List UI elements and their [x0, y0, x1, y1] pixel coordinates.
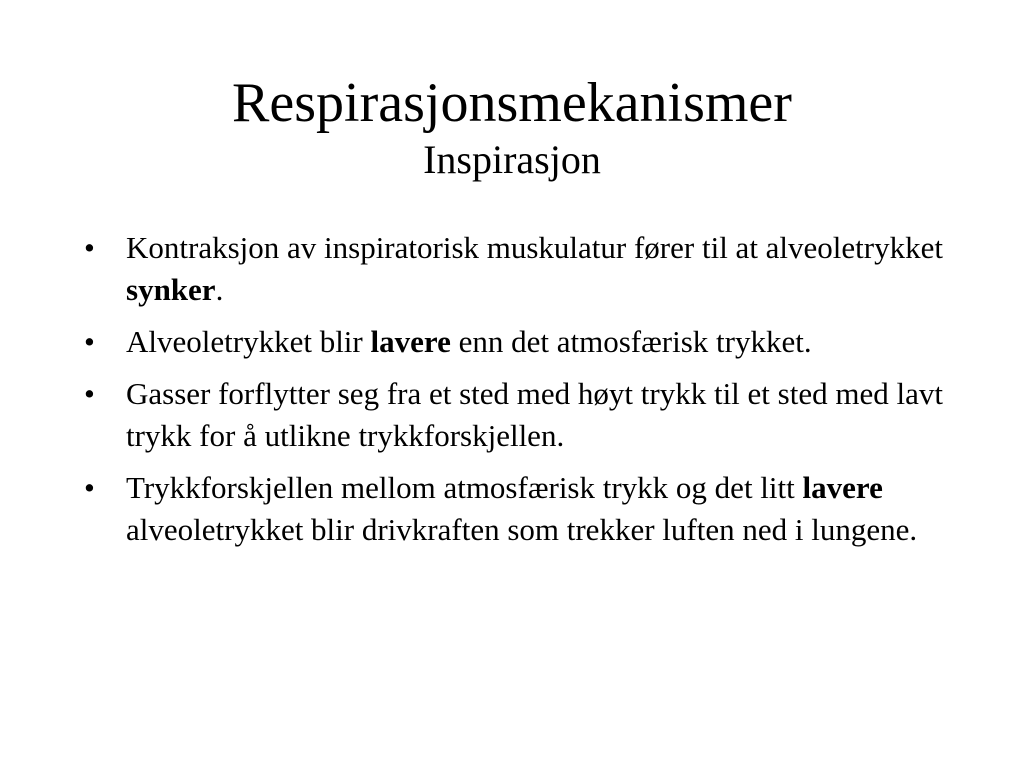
bullet-dot-icon: •	[84, 470, 95, 505]
bullet-text-part: alveoletrykket blir drivkraften som trekker luften ned i lungene.	[126, 512, 918, 547]
bullet-text	[126, 230, 943, 307]
bullet-text	[126, 376, 943, 453]
bullet-text	[126, 324, 812, 359]
bullet-text	[126, 470, 917, 547]
bullet-item	[84, 467, 954, 551]
bullet-dot-icon: •	[84, 376, 95, 411]
bullet-dot-icon: •	[84, 324, 95, 359]
bullet-bold-word: synker	[126, 272, 216, 307]
bullet-text-part: Kontraksjon av inspiratorisk muskulatur fører til at alveoletrykket	[126, 230, 943, 265]
bullet-bold-word: lavere	[370, 324, 451, 359]
bullet-list	[84, 227, 954, 561]
bullet-text-part: Gasser forflytter seg fra et sted med høyt trykk til et sted med lavt trykk for å utlikne trykkforskjellen.	[126, 376, 943, 453]
slide-subtitle: Inspirasjon	[423, 137, 601, 182]
bullet-text-part: Trykkforskjellen mellom atmosfærisk trykk og det litt	[126, 470, 803, 505]
bullet-item	[84, 227, 954, 311]
title-block	[0, 70, 1024, 184]
bullet-item	[84, 321, 954, 363]
bullet-text-part: .	[215, 272, 224, 307]
bullet-text-part: enn det atmosfærisk trykket.	[450, 324, 812, 359]
bullet-text-part: Alveoletrykket blir	[126, 324, 371, 359]
bullet-bold-word: lavere	[802, 470, 883, 505]
bullet-dot-icon: •	[84, 230, 95, 265]
bullet-item	[84, 373, 954, 457]
slide-title: Respirasjonsmekanismer	[232, 72, 792, 134]
